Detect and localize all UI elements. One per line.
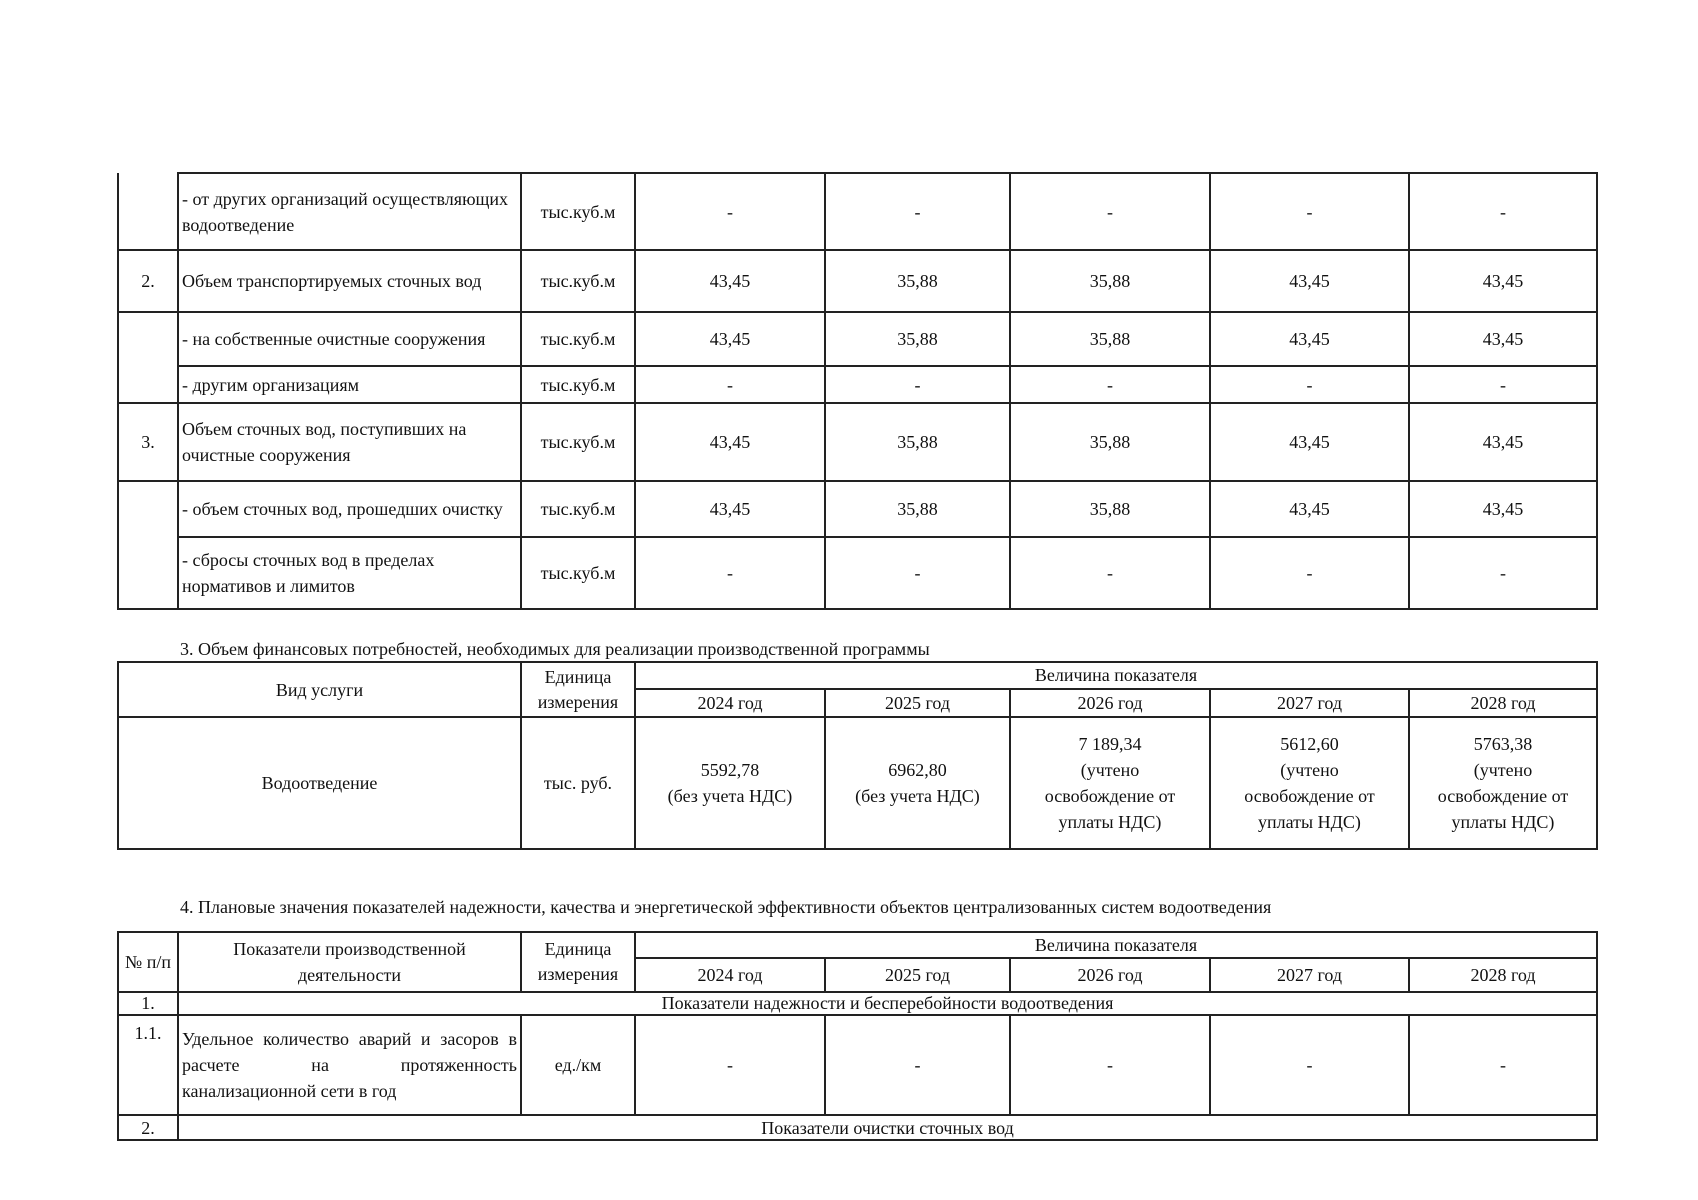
group-number: 2. — [118, 1115, 178, 1140]
value-cell: - — [635, 173, 825, 250]
value-cell: - — [1409, 173, 1597, 250]
value-cell: - — [635, 366, 825, 403]
row-number — [118, 173, 178, 250]
table-row — [118, 250, 1597, 312]
value-cell-2026: 7 189,34 (учтено освобождение от уплаты НДС) — [1010, 717, 1210, 849]
year-header: 2027 год — [1210, 958, 1409, 992]
value-cell: - — [825, 537, 1010, 609]
group-number: 1. — [118, 992, 178, 1015]
indicator-name: - объем сточных вод, прошедших очистку — [178, 481, 521, 537]
indicator-name: - от других организаций осуществляющих водоотведение — [178, 173, 521, 250]
value-cell: 35,88 — [825, 250, 1010, 312]
value-cell: 43,45 — [1409, 312, 1597, 366]
value-cell: - — [1210, 1015, 1409, 1115]
value-cell: - — [1210, 366, 1409, 403]
row-number: 3. — [118, 403, 178, 481]
table-row — [118, 481, 1597, 537]
financial-needs-table — [117, 661, 1598, 850]
value-cell: 43,45 — [1409, 250, 1597, 312]
group-title: Показатели надежности и бесперебойности водоотведения — [178, 992, 1597, 1015]
indicator-name: - другим организациям — [178, 366, 521, 403]
unit-cell: тыс.куб.м — [521, 173, 635, 250]
value-cell: 43,45 — [635, 312, 825, 366]
row-number: 2. — [118, 250, 178, 312]
year-header: 2025 год — [825, 958, 1010, 992]
value-cell: 35,88 — [825, 312, 1010, 366]
value-cell: 43,45 — [1210, 312, 1409, 366]
value-cell-2024: 5592,78 (без учета НДС) — [635, 717, 825, 849]
value-cell: - — [825, 366, 1010, 403]
indicator-header: Показатели производственной деятельности — [178, 932, 521, 992]
value-cell: 43,45 — [1210, 403, 1409, 481]
value-cell: 43,45 — [1210, 250, 1409, 312]
value-cell: 43,45 — [1210, 481, 1409, 537]
value-cell: - — [825, 1015, 1010, 1115]
row-number: 1.1. — [118, 1015, 178, 1115]
indicator-name: Удельное количество аварий и засоров в расчете на протяженность канализационной сети в год — [178, 1015, 521, 1115]
value-cell: 35,88 — [1010, 312, 1210, 366]
value-cell: - — [1409, 537, 1597, 609]
value-group-header: Величина показателя — [635, 932, 1597, 958]
indicator-name: Объем транспортируемых сточных вод — [178, 250, 521, 312]
value-cell: - — [1010, 1015, 1210, 1115]
unit-cell: тыс. руб. — [521, 717, 635, 849]
year-header: 2024 год — [635, 958, 825, 992]
value-cell: 35,88 — [1010, 481, 1210, 537]
value-cell: - — [1409, 366, 1597, 403]
number-header: № п/п — [118, 932, 178, 992]
value-cell: - — [635, 1015, 825, 1115]
year-header: 2025 год — [825, 689, 1010, 717]
year-header: 2024 год — [635, 689, 825, 717]
value-cell: 35,88 — [1010, 403, 1210, 481]
value-cell: - — [1210, 537, 1409, 609]
indicator-name: Объем сточных вод, поступивших на очистные сооружения — [178, 403, 521, 481]
table-row — [118, 366, 1597, 403]
reliability-indicators-table — [117, 931, 1598, 1141]
value-cell: - — [1210, 173, 1409, 250]
year-header: 2028 год — [1409, 958, 1597, 992]
section-4-title: 4. Плановые значения показателей надежности, качества и энергетической эффективности объектов централизованных систем водоотведения — [180, 897, 1272, 917]
value-cell: 43,45 — [1409, 403, 1597, 481]
indicator-name: - на собственные очистные сооружения — [178, 312, 521, 366]
row-number — [118, 481, 178, 609]
unit-cell: тыс.куб.м — [521, 250, 635, 312]
unit-cell: тыс.куб.м — [521, 312, 635, 366]
value-cell: - — [1409, 1015, 1597, 1115]
table-row — [118, 312, 1597, 366]
year-header: 2026 год — [1010, 958, 1210, 992]
value-cell-2025: 6962,80 (без учета НДС) — [825, 717, 1010, 849]
value-cell: 43,45 — [635, 250, 825, 312]
unit-cell: тыс.куб.м — [521, 403, 635, 481]
value-cell: 43,45 — [635, 481, 825, 537]
unit-cell: тыс.куб.м — [521, 481, 635, 537]
unit-header: Единица измерения — [521, 662, 635, 717]
section-3-title: 3. Объем финансовых потребностей, необходимых для реализации производственной программы — [180, 639, 930, 659]
table-row — [118, 403, 1597, 481]
indicator-name: - сбросы сточных вод в пределах нормативов и лимитов — [178, 537, 521, 609]
unit-cell: ед./км — [521, 1015, 635, 1115]
value-cell: - — [1010, 366, 1210, 403]
service-name: Водоотведение — [118, 717, 521, 849]
year-header: 2026 год — [1010, 689, 1210, 717]
value-cell-2027: 5612,60 (учтено освобождение от уплаты НДС) — [1210, 717, 1409, 849]
value-cell: 35,88 — [825, 481, 1010, 537]
year-header: 2027 год — [1210, 689, 1409, 717]
value-cell: 35,88 — [825, 403, 1010, 481]
value-group-header: Величина показателя — [635, 662, 1597, 689]
production-volume-table — [117, 172, 1598, 610]
table-row — [118, 173, 1597, 250]
group-title: Показатели очистки сточных вод — [178, 1115, 1597, 1140]
value-cell: 43,45 — [635, 403, 825, 481]
service-type-header: Вид услуги — [118, 662, 521, 717]
value-cell-2028: 5763,38 (учтено освобождение от уплаты НДС) — [1409, 717, 1597, 849]
unit-cell: тыс.куб.м — [521, 366, 635, 403]
unit-cell: тыс.куб.м — [521, 537, 635, 609]
value-cell: 43,45 — [1409, 481, 1597, 537]
table-row — [118, 537, 1597, 609]
row-number — [118, 312, 178, 403]
value-cell: - — [1010, 537, 1210, 609]
value-cell: - — [635, 537, 825, 609]
value-cell: - — [825, 173, 1010, 250]
value-cell: - — [1010, 173, 1210, 250]
unit-header: Единица измерения — [521, 932, 635, 992]
year-header: 2028 год — [1409, 689, 1597, 717]
value-cell: 35,88 — [1010, 250, 1210, 312]
